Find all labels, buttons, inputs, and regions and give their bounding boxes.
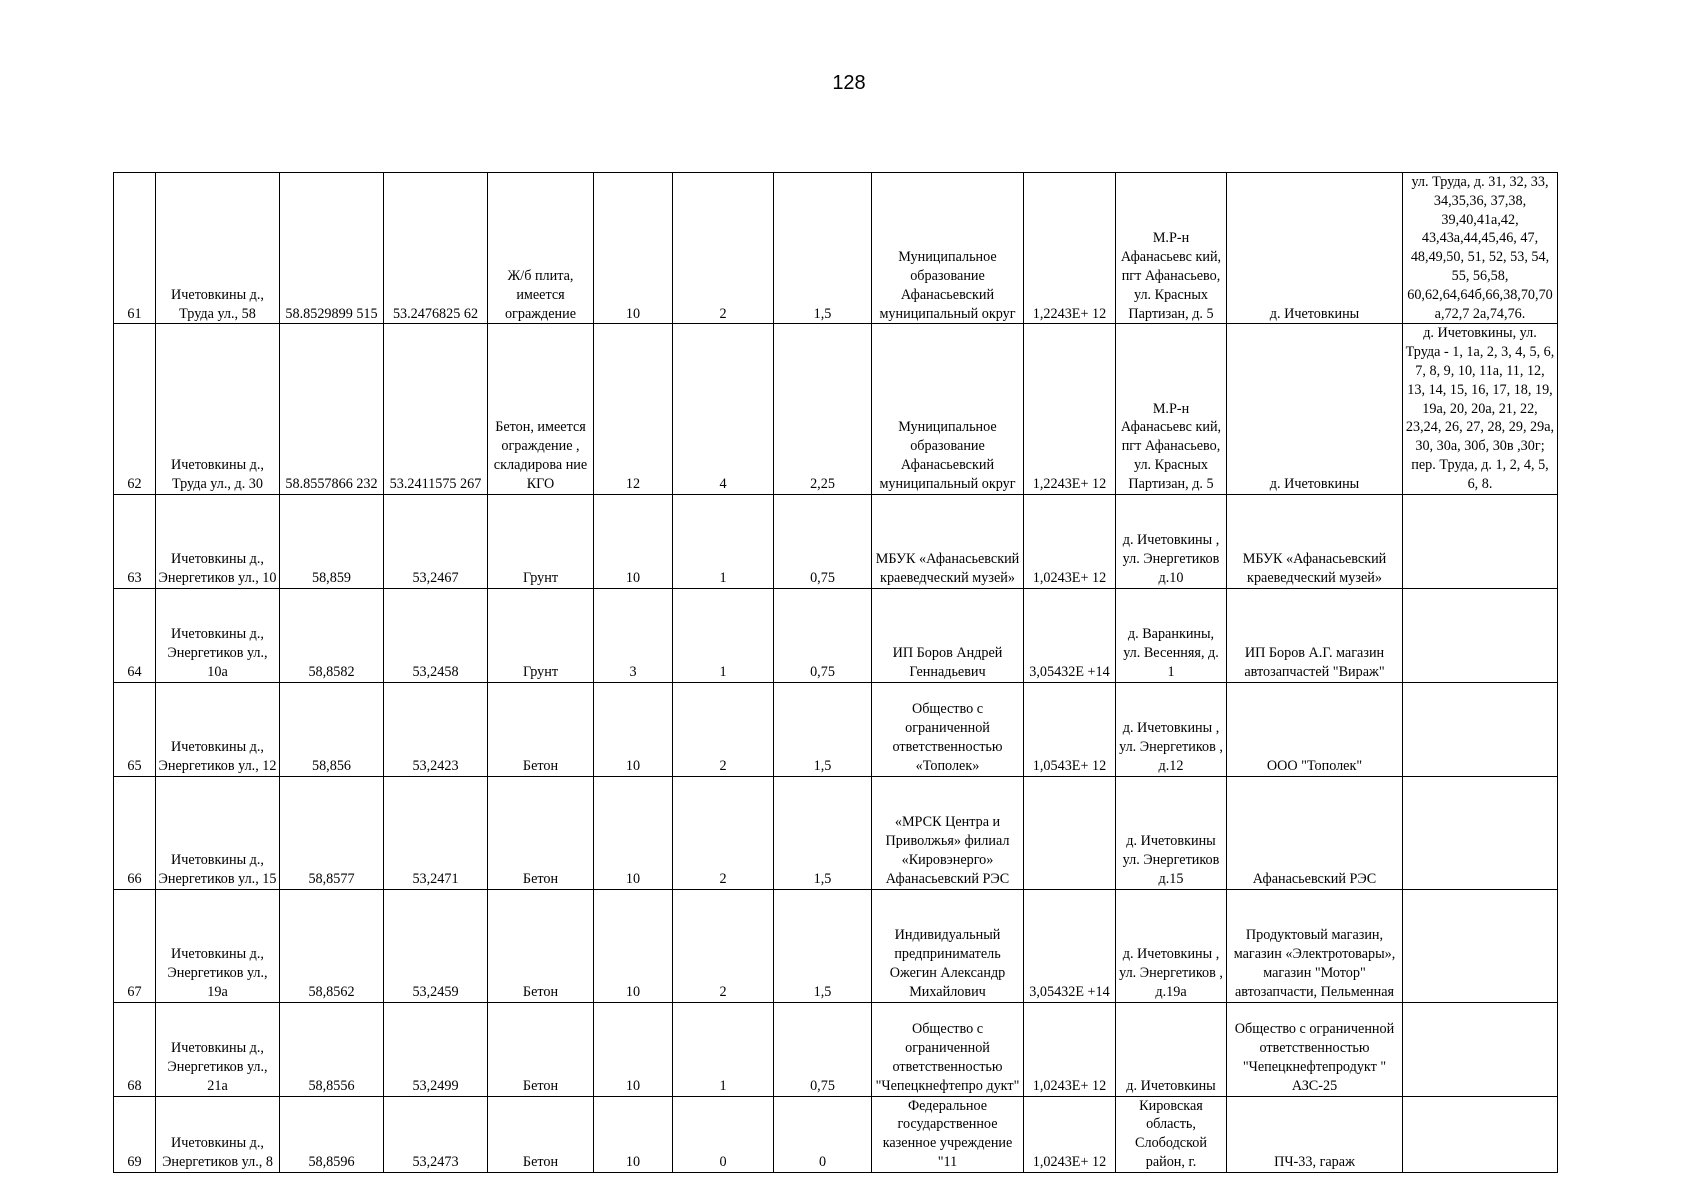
table-row xyxy=(114,1096,1558,1172)
table-row xyxy=(114,1002,1558,1096)
latitude: 58.8529899 515 xyxy=(280,173,384,324)
surface-type: Бетон xyxy=(488,1096,594,1172)
site-area: 12 xyxy=(594,324,673,494)
owner-ogrn xyxy=(1024,776,1116,889)
row-number: 63 xyxy=(114,494,156,588)
longitude: 53,2467 xyxy=(384,494,488,588)
container-count: 1 xyxy=(673,494,774,588)
site-address: Ичетовкины д., Энергетиков ул., 21а xyxy=(156,1002,280,1096)
container-volume: 0,75 xyxy=(774,588,872,682)
container-volume: 1,5 xyxy=(774,776,872,889)
surface-type: Бетон xyxy=(488,776,594,889)
latitude: 58,859 xyxy=(280,494,384,588)
served-addresses xyxy=(1403,682,1558,776)
owner-name: Муниципальное образование Афанасьевский муниципальный округ xyxy=(872,324,1024,494)
waste-source: д. Ичетовкины xyxy=(1227,324,1403,494)
latitude: 58,8556 xyxy=(280,1002,384,1096)
longitude: 53,2471 xyxy=(384,776,488,889)
latitude: 58.8557866 232 xyxy=(280,324,384,494)
table-row xyxy=(114,173,1558,324)
site-area: 10 xyxy=(594,1002,673,1096)
owner-name: Общество с ограниченной ответственностью «Тополек» xyxy=(872,682,1024,776)
owner-address: М.Р-н Афанасьевс кий, пгт Афанасьево, ул. Красных Партизан, д. 5 xyxy=(1116,173,1227,324)
site-address: Ичетовкины д., Энергетиков ул., 19а xyxy=(156,889,280,1002)
table-row xyxy=(114,324,1558,494)
owner-ogrn: 1,0243E+ 12 xyxy=(1024,1096,1116,1172)
container-volume: 1,5 xyxy=(774,682,872,776)
served-addresses xyxy=(1403,889,1558,1002)
table-row xyxy=(114,682,1558,776)
owner-address: д. Ичетовкины , ул. Энергетиков , д.19а xyxy=(1116,889,1227,1002)
served-addresses xyxy=(1403,494,1558,588)
table-row xyxy=(114,889,1558,1002)
owner-ogrn: 1,2243E+ 12 xyxy=(1024,173,1116,324)
served-addresses xyxy=(1403,588,1558,682)
served-addresses xyxy=(1403,776,1558,889)
table-row xyxy=(114,588,1558,682)
waste-source: МБУК «Афанасьевский краеведческий музей» xyxy=(1227,494,1403,588)
owner-name: Общество с ограниченной ответственностью "Чепецкнефтепро дукт" xyxy=(872,1002,1024,1096)
row-number: 62 xyxy=(114,324,156,494)
owner-name: ИП Боров Андрей Геннадьевич xyxy=(872,588,1024,682)
owner-address: д. Ичетовкины xyxy=(1116,1002,1227,1096)
owner-address: д. Варанкины, ул. Весенняя, д. 1 xyxy=(1116,588,1227,682)
container-volume: 1,5 xyxy=(774,889,872,1002)
waste-source: ПЧ-33, гараж xyxy=(1227,1096,1403,1172)
longitude: 53.2411575 267 xyxy=(384,324,488,494)
row-number: 68 xyxy=(114,1002,156,1096)
registry-table xyxy=(113,172,1558,1173)
longitude: 53,2499 xyxy=(384,1002,488,1096)
container-count: 2 xyxy=(673,682,774,776)
row-number: 67 xyxy=(114,889,156,1002)
surface-type: Грунт xyxy=(488,494,594,588)
served-addresses xyxy=(1403,1002,1558,1096)
site-area: 10 xyxy=(594,494,673,588)
site-area: 10 xyxy=(594,889,673,1002)
waste-source: Афанасьевский РЭС xyxy=(1227,776,1403,889)
surface-type: Бетон xyxy=(488,889,594,1002)
container-volume: 2,25 xyxy=(774,324,872,494)
owner-address: М.Р-н Афанасьевс кий, пгт Афанасьево, ул. Красных Партизан, д. 5 xyxy=(1116,324,1227,494)
table-row xyxy=(114,776,1558,889)
container-count: 2 xyxy=(673,173,774,324)
row-number: 61 xyxy=(114,173,156,324)
container-volume: 0,75 xyxy=(774,494,872,588)
container-count: 0 xyxy=(673,1096,774,1172)
served-addresses: ул. Труда, д. 31, 32, 33, 34,35,36, 37,38, 39,40,41а,42, 43,43а,44,45,46, 47, 48,49,50, 51, 52, 53, 54, 55, 56,58, 60,62,64,64б,66,38,70,70а,72,7 2а,74,76. xyxy=(1403,173,1558,324)
longitude: 53,2473 xyxy=(384,1096,488,1172)
row-number: 69 xyxy=(114,1096,156,1172)
container-volume: 1,5 xyxy=(774,173,872,324)
site-address: Ичетовкины д., Энергетиков ул., 12 xyxy=(156,682,280,776)
longitude: 53,2459 xyxy=(384,889,488,1002)
site-address: Ичетовкины д., Труда ул., д. 30 xyxy=(156,324,280,494)
surface-type: Бетон xyxy=(488,1002,594,1096)
served-addresses: д. Ичетовкины, ул. Труда - 1, 1а, 2, 3, 4, 5, 6, 7, 8, 9, 10, 11а, 11, 12, 13, 14, 15, 16, 17, 18, 19, 19а, 20, 20а, 21, 22, 23,24, 26, 27, 28, 29, 29а, 30, 30а, 30б, 30в ,30г; пер. Труда, д. 1, 2, 4, 5, 6, 8. xyxy=(1403,324,1558,494)
row-number: 66 xyxy=(114,776,156,889)
latitude: 58,8562 xyxy=(280,889,384,1002)
container-count: 4 xyxy=(673,324,774,494)
owner-ogrn: 3,05432E +14 xyxy=(1024,889,1116,1002)
owner-name: Индивидуальный предприниматель Ожегин Александр Михайлович xyxy=(872,889,1024,1002)
owner-ogrn: 3,05432E +14 xyxy=(1024,588,1116,682)
waste-source: д. Ичетовкины xyxy=(1227,173,1403,324)
owner-name: МБУК «Афанасьевский краеведческий музей» xyxy=(872,494,1024,588)
latitude: 58,8577 xyxy=(280,776,384,889)
served-addresses xyxy=(1403,1096,1558,1172)
owner-address: Кировская область, Слободской район, г. xyxy=(1116,1096,1227,1172)
site-area: 10 xyxy=(594,776,673,889)
owner-name: Федеральное государственное казенное учреждение "11 xyxy=(872,1096,1024,1172)
container-count: 2 xyxy=(673,776,774,889)
longitude: 53.2476825 62 xyxy=(384,173,488,324)
table-row xyxy=(114,494,1558,588)
waste-source: Продуктовый магазин, магазин «Электротовары», магазин "Мотор" автозапчасти, Пельменная xyxy=(1227,889,1403,1002)
latitude: 58,856 xyxy=(280,682,384,776)
owner-ogrn: 1,2243E+ 12 xyxy=(1024,324,1116,494)
container-volume: 0 xyxy=(774,1096,872,1172)
owner-address: д. Ичетовкины , ул. Энергетиков д.10 xyxy=(1116,494,1227,588)
latitude: 58,8596 xyxy=(280,1096,384,1172)
container-count: 1 xyxy=(673,588,774,682)
site-address: Ичетовкины д., Энергетиков ул., 10 xyxy=(156,494,280,588)
site-area: 10 xyxy=(594,682,673,776)
surface-type: Грунт xyxy=(488,588,594,682)
owner-address: д. Ичетовкины ул. Энергетиков д.15 xyxy=(1116,776,1227,889)
owner-address: д. Ичетовкины , ул. Энергетиков , д.12 xyxy=(1116,682,1227,776)
owner-ogrn: 1,0243E+ 12 xyxy=(1024,494,1116,588)
waste-source: ИП Боров А.Г. магазин автозапчастей "Вираж" xyxy=(1227,588,1403,682)
container-count: 2 xyxy=(673,889,774,1002)
site-address: Ичетовкины д., Энергетиков ул., 10а xyxy=(156,588,280,682)
page-number: 128 xyxy=(832,72,866,94)
row-number: 65 xyxy=(114,682,156,776)
waste-source: ООО "Тополек" xyxy=(1227,682,1403,776)
waste-source: Общество с ограниченной ответственностью "Чепецкнефтепродукт " АЗС-25 xyxy=(1227,1002,1403,1096)
owner-ogrn: 1,0243E+ 12 xyxy=(1024,1002,1116,1096)
latitude: 58,8582 xyxy=(280,588,384,682)
surface-type: Ж/б плита, имеется ограждение xyxy=(488,173,594,324)
owner-ogrn: 1,0543E+ 12 xyxy=(1024,682,1116,776)
site-area: 3 xyxy=(594,588,673,682)
site-address: Ичетовкины д., Энергетиков ул., 8 xyxy=(156,1096,280,1172)
site-area: 10 xyxy=(594,173,673,324)
owner-name: Муниципальное образование Афанасьевский муниципальный округ xyxy=(872,173,1024,324)
surface-type: Бетон, имеется ограждение , складирова ние КГО xyxy=(488,324,594,494)
owner-name: «МРСК Центра и Приволжья» филиал «Кировэнерго» Афанасьевский РЭС xyxy=(872,776,1024,889)
row-number: 64 xyxy=(114,588,156,682)
site-address: Ичетовкины д., Энергетиков ул., 15 xyxy=(156,776,280,889)
container-count: 1 xyxy=(673,1002,774,1096)
container-volume: 0,75 xyxy=(774,1002,872,1096)
site-area: 10 xyxy=(594,1096,673,1172)
longitude: 53,2423 xyxy=(384,682,488,776)
site-address: Ичетовкины д., Труда ул., 58 xyxy=(156,173,280,324)
surface-type: Бетон xyxy=(488,682,594,776)
longitude: 53,2458 xyxy=(384,588,488,682)
